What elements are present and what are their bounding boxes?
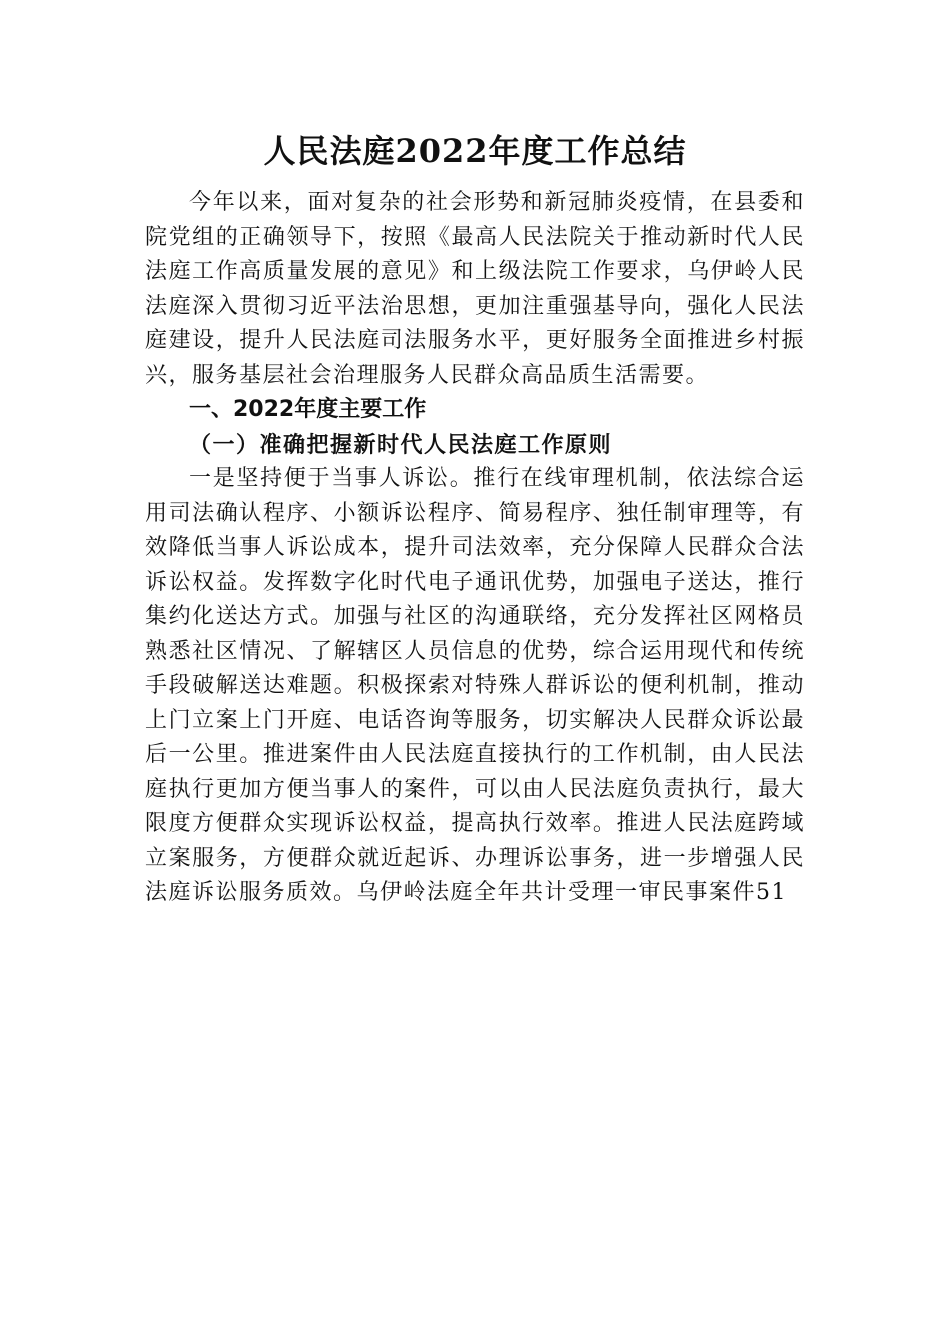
body-paragraph: 一是坚持便于当事人诉讼。推行在线审理机制，依法综合运用司法确认程序、小额诉讼程序、简易程序、独任制审理等，有效降低当事人诉讼成本，提升司法效率，充分保障人民群众合法诉讼权益。发挥数字化时代电子通讯优势，加强电子送达，推行集约化送达方式。加强与社区的沟通联络，充分发挥社区网格员熟悉社区情况、了解辖区人员信息的优势，综合运用现代和传统手段破解送达难题。积极探索对特殊人群诉讼的便利机制，推动上门立案上门开庭、电话咨询等服务，切实解决人民群众诉讼最后一公里。推进案件由人民法庭直接执行的工作机制，由人民法庭执行更加方便当事人的案件，可以由人民法庭负责执行，最大限度方便群众实现诉讼权益，提高执行效率。推进人民法庭跨域立案服务，方便群众就近起诉、办理诉讼事务，进一步增强人民法庭诉讼服务质效。乌伊岭法庭全年共计受理一审民事案件51 [145, 466, 805, 905]
section-heading: 一、2022年度主要工作 [189, 397, 427, 422]
document-content [145, 128, 805, 911]
subsection-heading: （一）准确把握新时代人民法庭工作原则 [189, 431, 613, 458]
document-title: 人民法庭2022年度工作总结 [263, 132, 687, 170]
intro-paragraph: 今年以来，面对复杂的社会形势和新冠肺炎疫情，在县委和院党组的正确领导下，按照《最高人民法院关于推动新时代人民法庭工作高质量发展的意见》和上级法院工作要求，乌伊岭人民法庭深入贯彻习近平法治思想，更加注重强基导向，强化人民法庭建设，提升人民法庭司法服务水平，更好服务全面推进乡村振兴，服务基层社会治理服务人民群众高品质生活需要。 [145, 190, 805, 388]
